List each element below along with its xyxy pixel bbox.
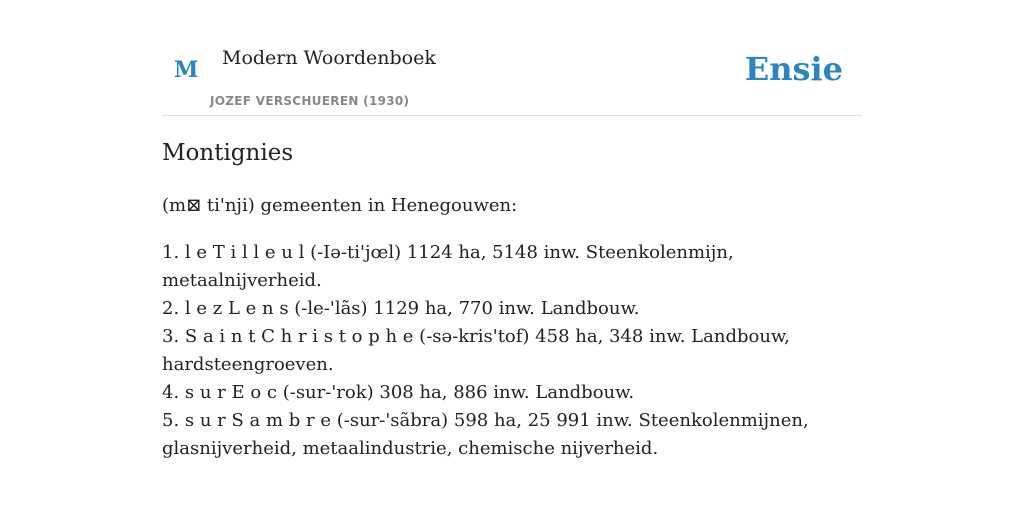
definition-item: 1. l e T i l l e u l (-Iə-ti'jœl) 1124 ha, 5148 inw. Steenkolenmijn, metaalnijverheid. [162, 242, 734, 291]
definition-item: 4. s u r E o c (-sur-'rok) 308 ha, 886 inw. Landbouw. [162, 382, 635, 403]
book-title-link[interactable]: Modern Woordenboek [222, 47, 436, 69]
book-logo-letter[interactable]: M [174, 57, 199, 83]
ensie-logo-link[interactable]: Ensie [744, 50, 843, 88]
entry-pronunciation: (m⊠ ti'nji) gemeenten in Henegouwen: [162, 195, 518, 216]
definition-item: 5. s u r S a m b r e (-sur-'sãbra) 598 ha, 25 991 inw. Steenkolenmijnen, glasnijverheid, metaalindustrie, chemische nijverheid. [162, 410, 809, 459]
definition-item: 2. l e z L e n s (-le-'lãs) 1129 ha, 770 inw. Landbouw. [162, 298, 640, 319]
entry-definition-list [162, 239, 862, 463]
definition-item: 3. S a i n t C h r i s t o p h e (-sə-kris'tof) 458 ha, 348 inw. Landbouw, hardsteengroeven. [162, 326, 790, 375]
book-author: JOZEF VERSCHUEREN (1930) [210, 94, 410, 108]
book-header [162, 40, 862, 116]
entry-title: Montignies [162, 140, 294, 166]
